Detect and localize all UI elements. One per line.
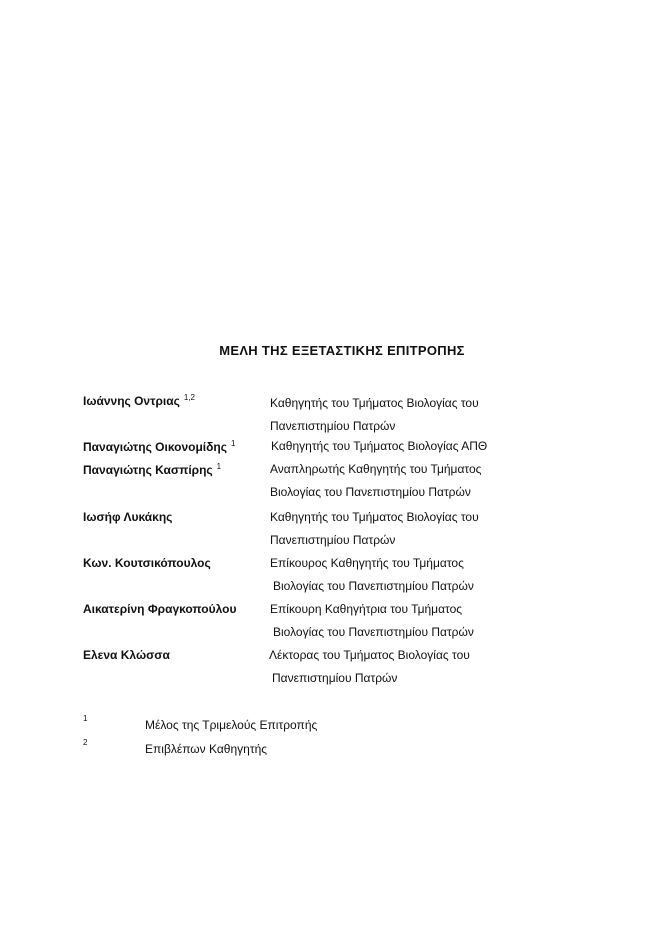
member-name: Αικατερίνη Φραγκοπούλου bbox=[83, 602, 237, 616]
member-role: Επίκουρος Καθηγητής του Τμήματος Βιολογίας του Πανεπιστημίου Πατρών bbox=[270, 556, 474, 593]
member-footnote-ref: 1,2 bbox=[183, 393, 195, 402]
footnote-mark: 1 bbox=[83, 714, 88, 723]
footnote-text: Μέλος της Τριμελούς Επιτροπής bbox=[145, 718, 318, 732]
member-role: Καθηγητής του Τμήματος Βιολογίας ΑΠΘ bbox=[271, 439, 488, 453]
member-role: Επίκουρη Καθηγήτρια του Τμήματος Βιολογίας του Πανεπιστημίου Πατρών bbox=[270, 602, 474, 639]
member-name: Παναγιώτης Κασπίρης $^1$ bbox=[83, 462, 222, 477]
member-name: Ελενα Κλώσσα bbox=[83, 648, 170, 662]
member-role: Καθηγητής του Τμήματος Βιολογίας του Πανεπιστημίου Πατρών bbox=[270, 510, 479, 547]
member-name: Ιωάννης Οντριας $^{1,2}$ bbox=[83, 393, 195, 408]
footnote-mark: 2 bbox=[83, 738, 88, 747]
footnote-text: Επιβλέπων Καθηγητής bbox=[145, 742, 268, 756]
member-role: Αναπληρωτής Καθηγητής του Τμήματος Βιολογίας του Πανεπιστημίου Πατρών bbox=[270, 462, 482, 499]
member-name: Ιωσήφ Λυκάκης bbox=[83, 510, 173, 524]
member-footnote-ref: 1 bbox=[216, 462, 222, 471]
member-role: Καθηγητής του Τμήματος Βιολογίας του Πανεπιστημίου Πατρών bbox=[270, 396, 479, 433]
member-footnote-ref: 1 bbox=[230, 439, 236, 448]
page-title: ΜΕΛΗ ΤΗΣ ΕΞΕΤΑΣΤΙΚΗΣ ΕΠΙΤΡΟΠΗΣ bbox=[219, 343, 465, 358]
member-name: Κων. Κουτσικόπουλος bbox=[83, 556, 211, 570]
member-role: Λέκτορας του Τμήματος Βιολογίας του Πανεπιστημίου Πατρών bbox=[269, 648, 470, 685]
member-name: Παναγιώτης Οικονομίδης $^1$ bbox=[83, 439, 236, 454]
